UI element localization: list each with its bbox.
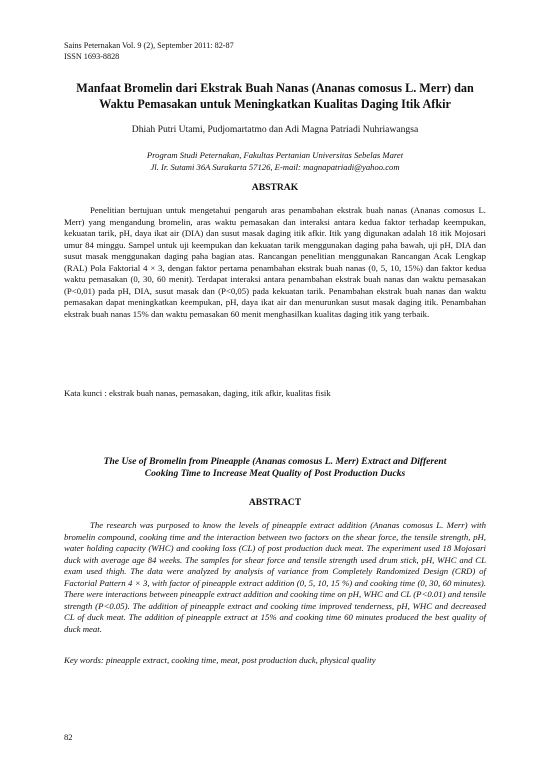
title-line-2: Waktu Pemasakan untuk Meningkatkan Kualitas Daging Itik Afkir	[99, 97, 451, 111]
abstrak-keywords: Kata kunci : ekstrak buah nanas, pemasakan, daging, itik afkir, kualitas fisik	[64, 388, 331, 398]
journal-citation: Sains Peternakan Vol. 9 (2), September 2011: 82-87	[64, 41, 234, 50]
english-title-line-2: Cooking Time to Increase Meat Quality of Post Production Ducks	[144, 468, 406, 479]
affiliation-line-1: Program Studi Peternakan, Fakultas Pertanian Universitas Sebelas Maret	[146, 150, 404, 160]
english-title-line-1: The Use of Bromelin from Pineapple (Ananas comosus L. Merr) Extract and Different	[103, 456, 447, 467]
paper-title	[58, 80, 492, 112]
abstrak-body: Penelitian bertujuan untuk mengetahui pengaruh aras penambahan ekstrak buah nanas (Ananas comosus L. Merr) yang mengandung bromelin, aras waktu pemasakan dan interaksi antara kedua faktor terhadap keempukan, kekuatan tarik, pH, daya ikat air (DIA) dan susut masak daging itik afkir. Itik yang digunakan adalah 18 itik Mojosari umur 84 minggu. Sampel untuk uji keempukan dan kekuatan tarik menggunakan daging paha bawah, uji pH, DIA dan susut masak menggunakan daging paha bagian atas. Rancangan penelitian menggunakan Rancangan Acak Lengkap (RAL) Pola Faktorial 4 × 3, dengan faktor pertama penambahan ekstrak buah nanas (0, 5, 10, 15%) dan faktor kedua waktu pemasakan (0, 30, 60 menit). Terdapat interaksi antara penambahan ekstrak buah nanas dan waktu pemasakan (P<0,01) pada pH, DIA, susut masak dan (P<0,05) pada kekuatan tarik. Penambahan ekstrak buah nanas dan waktu pemasakan dapat meningkatkan keempukan, pH, daya ikat air dan menurunkan susut masak daging itik. Penambahan ekstrak buah nanas 15% dan waktu pemasakan 60 menit menghasilkan kualitas daging itik yang terbaik.	[64, 205, 486, 319]
english-title	[64, 456, 486, 480]
abstract-heading: ABSTRACT	[248, 497, 302, 508]
affiliation	[58, 149, 492, 173]
page-number: 82	[64, 732, 73, 742]
authors: Dhiah Putri Utami, Pudjomartatmo dan Adi Magna Patriadi Nuhriawangsa	[131, 124, 419, 135]
title-line-1: Manfaat Bromelin dari Ekstrak Buah Nanas (Ananas comosus L. Merr) dan	[76, 81, 474, 95]
affiliation-line-2: Jl. Ir. Sutami 36A Surakarta 57126, E-mail: magnapatriadi@yahoo.com	[150, 162, 400, 172]
journal-header	[64, 40, 234, 62]
abstract-keywords: Key words: pineapple extract, cooking time, meat, post production duck, physical quality	[64, 655, 376, 665]
journal-issn: ISSN 1693-8828	[64, 52, 120, 61]
abstrak-heading: ABSTRAK	[251, 182, 299, 193]
abstract-body: The research was purposed to know the levels of pineapple extract addition (Ananas comosus L. Merr) with bromelin compound, cooking time and the interaction between two factors on the shear force, the tensile strength, pH, water holding capacity (WHC) and cooking loss (CL) of post production duck meat. The experiment used 18 Mojosari duck with average age 84 weeks. The samples for shear force and tensile strength used drum stick, pH, WHC and CL exam used thigh. The data were analyzed by analysis of variance from Completely Randomized Design (CRD) of Factorial Pattern 4 × 3, with factor of pineapple extract addition (0, 5, 10, 15 %) and cooking time (0, 30, 60 minutes). There were interactions between pineapple extract addition and cooking time on pH, WHC and CL (P<0.01) and tensile strength (P<0.05). The addition of pineapple extract and cooking time improved tenderness, pH, WHC and decreased CL of duck meat. The addition of pineapple extract at 15% and cooking time 60 minutes produced the best quality of duck meat.	[64, 520, 486, 634]
